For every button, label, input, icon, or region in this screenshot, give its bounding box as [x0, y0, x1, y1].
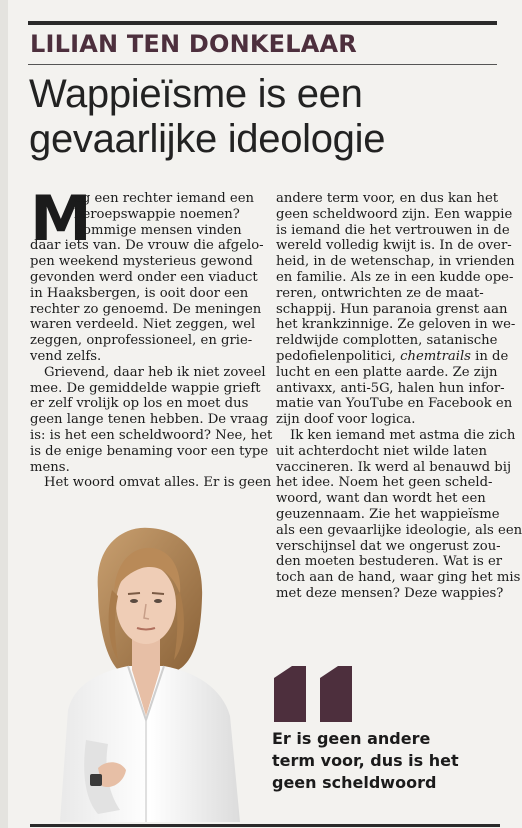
headline — [29, 72, 499, 162]
body-text-line: pen weekend mysterieus gewond — [30, 254, 253, 270]
drop-cap: M — [30, 182, 92, 255]
body-text-line: uit achterdocht niet wilde laten — [276, 443, 487, 459]
headline-line-1: Wappieïsme is een — [29, 72, 363, 116]
body-text-line: gevonden werd onder een viaduct — [30, 269, 258, 285]
body-text-line: schappij. Hun paranoia grenst aan — [276, 301, 508, 317]
article-column-1 — [30, 182, 273, 491]
body-text-line: is de enige benaming voor een type — [30, 443, 269, 459]
body-text-line: matie van YouTube en Facebook en — [276, 396, 513, 412]
body-text-line: woord, want dan wordt het een — [276, 491, 486, 507]
body-text-line: geen scheldwoord zijn. Een wappie — [276, 206, 513, 222]
body-text-line: is: is het een scheldwoord? Nee, het — [30, 427, 273, 443]
body-text-line: zeggen, onprofessioneel, en grie- — [30, 333, 253, 349]
body-text-line: met deze mensen? Deze wappies? — [276, 585, 504, 601]
body-text-line: andere term voor, en dus kan het — [276, 191, 499, 206]
body-text-line: daar iets van. De vrouw die afgelo- — [30, 238, 264, 254]
body-text-line: geen lange tenen hebben. De vraag — [30, 412, 269, 428]
body-text-line: ag een rechter iemand een — [74, 191, 254, 206]
top-rule — [28, 21, 497, 25]
article-column-2 — [276, 191, 522, 602]
pull-quote-line-2: term voor, dus is het — [272, 751, 459, 770]
body-text-line: mee. De gemiddelde wappie grieft — [30, 380, 261, 396]
body-text-line: lucht en een platte aarde. Ze zijn — [276, 364, 498, 380]
body-text-line: vend zelfs. — [30, 348, 102, 364]
body-text-line: als een gevaarlijke ideologie, als een — [276, 522, 522, 538]
body-text-line: den moeten bestuderen. Wat is er — [276, 554, 503, 570]
body-text-line: Ik ken iemand met astma die zich — [290, 427, 516, 443]
body-text-line: verschijnsel dat we ongerust zou- — [276, 538, 501, 554]
body-text-line: Het woord omvat alles. Er is geen — [44, 475, 272, 491]
pull-quote — [272, 728, 502, 794]
body-text-line: toch aan de hand, waar ging het mis — [276, 570, 521, 586]
body-text-line: is iemand die het vertrouwen in de — [276, 222, 510, 238]
quotation-mark-icon — [272, 664, 364, 724]
body-text-line: antivaxx, anti-5G, halen hun infor- — [276, 380, 505, 396]
body-text-line: zijn doof voor logica. — [276, 412, 416, 428]
body-text-line: reren, ontwrichten ze de maat- — [276, 285, 484, 301]
author-name: LILIAN TEN DONKELAAR — [30, 30, 357, 58]
body-text-line: geuzennaam. Zie het wappieïsme — [276, 506, 500, 522]
body-text-line: wereld volledig kwijt is. In de over- — [276, 238, 512, 254]
body-text-line: en familie. Als ze in een kudde ope- — [276, 269, 514, 285]
page-edge — [0, 0, 8, 828]
body-text-line: het krankzinnige. Ze geloven in we- — [276, 317, 516, 333]
emphasis: chemtrails — [400, 348, 471, 364]
body-text-line: vaccineren. Ik werd al benauwd bij — [276, 459, 512, 475]
body-text-line: waren verdeeld. Niet zeggen, wel — [30, 317, 256, 333]
pull-quote-line-3: geen scheldwoord — [272, 773, 437, 792]
header-divider — [28, 64, 497, 65]
body-text-line: er zelf vrolijk op los en moet dus — [30, 396, 249, 412]
body-text-line: Grievend, daar heb ik niet zoveel — [44, 364, 266, 380]
body-text-line: heid, in de wetenschap, in vrienden — [276, 254, 515, 270]
headline-line-2: gevaarlijke ideologie — [29, 117, 386, 161]
body-text-line: rechter zo genoemd. De meningen — [30, 301, 262, 317]
pull-quote-line-1: Er is geen andere — [272, 729, 431, 748]
body-text-line: Sommige mensen vinden — [74, 222, 242, 238]
body-text-line: reldwijde complotten, satanische — [276, 333, 498, 349]
body-text-line: in Haaksbergen, is ooit door een — [30, 285, 249, 301]
body-text-line: mens. — [30, 459, 70, 475]
body-text-line: beroepswappie noemen? — [74, 206, 240, 222]
body-text-line: het idee. Noem het geen scheld- — [276, 475, 493, 491]
bottom-rule — [30, 824, 500, 827]
author-photo — [46, 520, 246, 822]
body-text-line: pedofielenpolitici, chemtrails in de — [276, 348, 509, 364]
